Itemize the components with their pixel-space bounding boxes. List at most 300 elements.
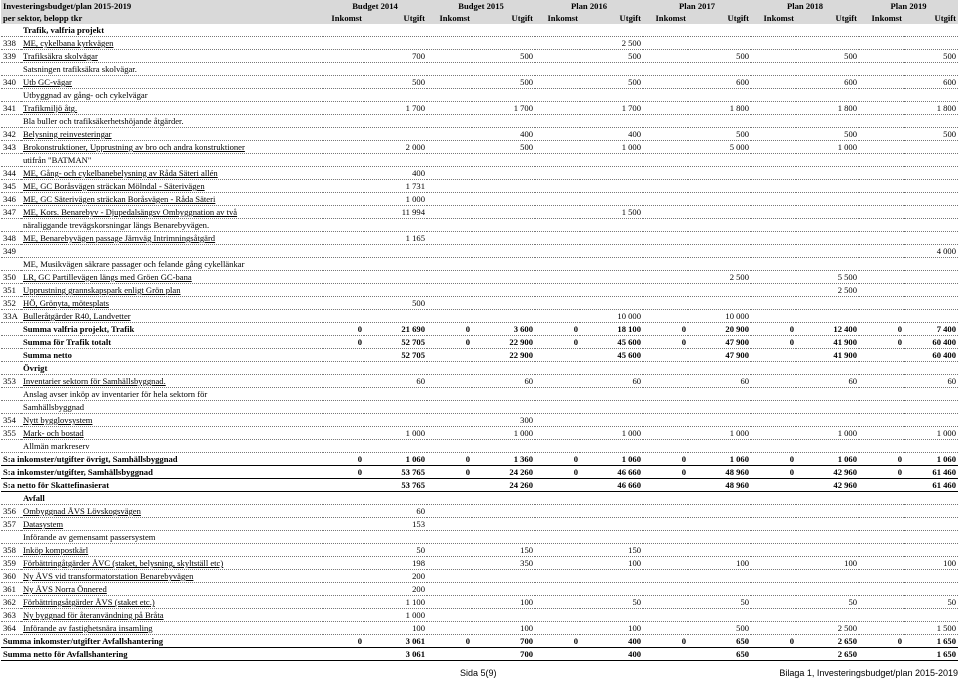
- out-header: Utgift: [472, 12, 535, 24]
- income-cell: [643, 622, 688, 635]
- in-header: Inkomst: [643, 12, 688, 24]
- expense-cell: 1 500: [580, 206, 643, 219]
- income-cell: [643, 310, 688, 323]
- out-header: Utgift: [364, 12, 427, 24]
- expense-cell: [904, 583, 958, 596]
- income-cell: [751, 50, 796, 63]
- income-cell: [427, 648, 472, 661]
- expense-cell: [364, 310, 427, 323]
- table-row: [1, 414, 958, 427]
- expense-cell: [796, 570, 859, 583]
- income-cell: [643, 596, 688, 609]
- expense-cell: 200: [364, 570, 427, 583]
- expense-cell: 1 000: [796, 141, 859, 154]
- expense-cell: 400: [580, 635, 643, 648]
- project-name: Ny byggnad för återanvändning på Bråta: [21, 609, 323, 622]
- expense-cell: [364, 271, 427, 284]
- income-cell: [751, 245, 796, 258]
- income-cell: [427, 284, 472, 297]
- table-row: [1, 37, 958, 50]
- project-name: Bulleråtgärder R40, Landvetter: [21, 310, 323, 323]
- expense-cell: [688, 245, 751, 258]
- income-cell: [859, 310, 904, 323]
- income-cell: [535, 609, 580, 622]
- expense-cell: [688, 583, 751, 596]
- income-cell: [859, 583, 904, 596]
- income-cell: 0: [427, 336, 472, 349]
- project-name: ME, Gång- och cykelbanebelysning av Råda Säteri allén: [21, 167, 323, 180]
- table-row: [1, 583, 958, 596]
- income-cell: [751, 37, 796, 50]
- income-cell: [323, 310, 364, 323]
- income-cell: [859, 648, 904, 661]
- expense-cell: 1 000: [580, 427, 643, 440]
- expense-cell: 1 650: [904, 635, 958, 648]
- expense-cell: 1 060: [796, 453, 859, 466]
- expense-cell: 500: [904, 128, 958, 141]
- expense-cell: [688, 505, 751, 518]
- expense-cell: [904, 609, 958, 622]
- in-header: Inkomst: [751, 12, 796, 24]
- row-spacer: [1, 336, 21, 349]
- expense-cell: [688, 180, 751, 193]
- income-cell: [643, 76, 688, 89]
- expense-cell: 150: [580, 544, 643, 557]
- row-description: Anslag avser inköp av inventarier för hela sektorn för: [21, 388, 958, 401]
- income-cell: [643, 427, 688, 440]
- expense-cell: 1 800: [688, 102, 751, 115]
- expense-cell: [472, 271, 535, 284]
- row-spacer: [1, 492, 21, 505]
- table-row: [1, 206, 958, 219]
- summary-label: Summa netto: [21, 349, 323, 362]
- expense-cell: 400: [472, 128, 535, 141]
- income-cell: [535, 518, 580, 531]
- expense-cell: 500: [364, 76, 427, 89]
- income-cell: [535, 180, 580, 193]
- income-cell: [859, 297, 904, 310]
- sector-label: per sektor, belopp tkr: [1, 12, 323, 24]
- income-cell: [643, 284, 688, 297]
- expense-cell: [472, 37, 535, 50]
- project-number: 355: [1, 427, 21, 440]
- income-cell: [535, 414, 580, 427]
- income-cell: [535, 544, 580, 557]
- income-cell: [323, 37, 364, 50]
- expense-cell: 650: [688, 635, 751, 648]
- expense-cell: 60: [472, 375, 535, 388]
- expense-cell: [796, 310, 859, 323]
- income-cell: [751, 180, 796, 193]
- project-number: 338: [1, 37, 21, 50]
- income-cell: [323, 349, 364, 362]
- income-cell: [323, 180, 364, 193]
- expense-cell: 22 900: [472, 336, 535, 349]
- expense-cell: 41 900: [796, 349, 859, 362]
- expense-cell: [904, 414, 958, 427]
- summary-label: Summa för Trafik totalt: [21, 336, 323, 349]
- expense-cell: [364, 245, 427, 258]
- income-cell: 0: [323, 336, 364, 349]
- expense-cell: [904, 310, 958, 323]
- income-cell: [751, 297, 796, 310]
- income-cell: [751, 375, 796, 388]
- expense-cell: 47 900: [688, 349, 751, 362]
- expense-cell: [688, 37, 751, 50]
- expense-cell: 153: [364, 518, 427, 531]
- income-cell: [643, 570, 688, 583]
- income-cell: [535, 349, 580, 362]
- income-cell: [859, 232, 904, 245]
- income-cell: [751, 479, 796, 492]
- expense-cell: 45 600: [580, 336, 643, 349]
- expense-cell: 1 000: [364, 609, 427, 622]
- income-cell: [323, 518, 364, 531]
- table-row: [1, 622, 958, 635]
- row-description: Satsningen trafiksäkra skolvägar.: [21, 63, 958, 76]
- income-cell: [323, 284, 364, 297]
- expense-cell: 3 061: [364, 648, 427, 661]
- income-cell: [535, 297, 580, 310]
- expense-cell: 46 660: [580, 466, 643, 479]
- income-cell: [751, 622, 796, 635]
- row-description: Allmän markreserv: [21, 440, 958, 453]
- income-cell: [323, 479, 364, 492]
- expense-cell: [472, 297, 535, 310]
- description-row: [1, 154, 958, 167]
- expense-cell: 400: [364, 167, 427, 180]
- table-row: [1, 310, 958, 323]
- summary-row: [1, 635, 958, 648]
- expense-cell: [904, 206, 958, 219]
- expense-cell: [472, 518, 535, 531]
- project-number: 348: [1, 232, 21, 245]
- expense-cell: 7 400: [904, 323, 958, 336]
- table-row: [1, 570, 958, 583]
- table-row: [1, 544, 958, 557]
- summary-row: [1, 479, 958, 492]
- income-cell: [643, 50, 688, 63]
- income-cell: [859, 206, 904, 219]
- income-cell: [859, 596, 904, 609]
- project-number: 345: [1, 180, 21, 193]
- income-cell: [323, 102, 364, 115]
- income-cell: 0: [859, 635, 904, 648]
- row-spacer: [1, 362, 21, 375]
- income-cell: 0: [535, 635, 580, 648]
- expense-cell: 1 800: [904, 102, 958, 115]
- expense-cell: 50: [580, 596, 643, 609]
- income-cell: [323, 609, 364, 622]
- income-cell: [751, 544, 796, 557]
- income-cell: [323, 544, 364, 557]
- income-cell: [859, 557, 904, 570]
- expense-cell: 1 500: [904, 622, 958, 635]
- expense-cell: 100: [580, 557, 643, 570]
- project-number: 359: [1, 557, 21, 570]
- summary-label: S:a inkomster/utgifter övrigt, Samhällsbyggnad: [1, 453, 323, 466]
- expense-cell: 61 460: [904, 479, 958, 492]
- project-number: 351: [1, 284, 21, 297]
- table-row: [1, 284, 958, 297]
- income-cell: [535, 505, 580, 518]
- table-row: [1, 245, 958, 258]
- expense-cell: 2 000: [364, 141, 427, 154]
- expense-cell: 60: [796, 375, 859, 388]
- income-cell: [323, 167, 364, 180]
- income-cell: [859, 76, 904, 89]
- section-title: Trafik, valfria projekt: [21, 24, 958, 37]
- income-cell: [427, 128, 472, 141]
- project-number: 364: [1, 622, 21, 635]
- income-cell: [323, 271, 364, 284]
- income-cell: 0: [427, 635, 472, 648]
- income-cell: [535, 102, 580, 115]
- expense-cell: [472, 206, 535, 219]
- income-cell: [535, 206, 580, 219]
- table-title: Investeringsbudget/plan 2015-2019: [1, 0, 323, 12]
- income-cell: [323, 232, 364, 245]
- income-cell: [751, 505, 796, 518]
- income-cell: [427, 427, 472, 440]
- income-cell: 0: [643, 323, 688, 336]
- expense-cell: 500: [796, 50, 859, 63]
- income-cell: [859, 102, 904, 115]
- expense-cell: 1 000: [796, 427, 859, 440]
- income-cell: [427, 50, 472, 63]
- expense-cell: 3 061: [364, 635, 427, 648]
- expense-cell: 2 650: [796, 635, 859, 648]
- income-cell: [427, 102, 472, 115]
- project-number: 358: [1, 544, 21, 557]
- income-cell: [751, 557, 796, 570]
- income-cell: [323, 648, 364, 661]
- expense-cell: 100: [904, 557, 958, 570]
- row-spacer: [1, 154, 21, 167]
- expense-cell: [796, 245, 859, 258]
- year-header: Plan 2016: [535, 0, 643, 12]
- expense-cell: 2 650: [796, 648, 859, 661]
- income-cell: [859, 622, 904, 635]
- income-cell: [427, 271, 472, 284]
- expense-cell: [472, 570, 535, 583]
- in-header: Inkomst: [535, 12, 580, 24]
- out-header: Utgift: [688, 12, 751, 24]
- income-cell: [427, 609, 472, 622]
- income-cell: [643, 505, 688, 518]
- document-reference: Bilaga 1, Investeringsbudget/plan 2015-2019: [779, 668, 958, 678]
- expense-cell: 1 060: [364, 453, 427, 466]
- out-header: Utgift: [580, 12, 643, 24]
- table-row: [1, 596, 958, 609]
- expense-cell: 60: [580, 375, 643, 388]
- project-number: 357: [1, 518, 21, 531]
- expense-cell: [688, 414, 751, 427]
- row-spacer: [1, 401, 21, 414]
- expense-cell: 1 700: [580, 102, 643, 115]
- project-number: 344: [1, 167, 21, 180]
- expense-cell: [796, 583, 859, 596]
- project-name: Införande av fastighetsnära insamling: [21, 622, 323, 635]
- income-cell: [643, 648, 688, 661]
- expense-cell: 198: [364, 557, 427, 570]
- project-name: Trafikmiljö åtg.: [21, 102, 323, 115]
- income-cell: [427, 310, 472, 323]
- summary-row: [1, 336, 958, 349]
- row-spacer: [1, 115, 21, 128]
- expense-cell: 48 960: [688, 466, 751, 479]
- expense-cell: 100: [580, 622, 643, 635]
- expense-cell: 700: [364, 50, 427, 63]
- income-cell: [535, 193, 580, 206]
- description-row: [1, 531, 958, 544]
- expense-cell: 5 000: [688, 141, 751, 154]
- table-row: [1, 375, 958, 388]
- project-name: Datasystem: [21, 518, 323, 531]
- expense-cell: [796, 206, 859, 219]
- expense-cell: 1 000: [904, 427, 958, 440]
- income-cell: [323, 375, 364, 388]
- project-number: 360: [1, 570, 21, 583]
- income-cell: [643, 102, 688, 115]
- income-cell: [643, 128, 688, 141]
- expense-cell: [472, 167, 535, 180]
- project-name: Ny ÅVS vid transformatorstation Benarebyvägen: [21, 570, 323, 583]
- expense-cell: 41 900: [796, 336, 859, 349]
- expense-cell: 600: [688, 76, 751, 89]
- table-row: [1, 609, 958, 622]
- expense-cell: 50: [904, 596, 958, 609]
- project-number: 349: [1, 245, 21, 258]
- expense-cell: 50: [796, 596, 859, 609]
- expense-cell: 60 400: [904, 336, 958, 349]
- project-name: HÖ, Grönyta, mötesplats: [21, 297, 323, 310]
- expense-cell: 11 994: [364, 206, 427, 219]
- expense-cell: 1 000: [688, 427, 751, 440]
- income-cell: 0: [643, 635, 688, 648]
- project-name: ME, GC Säterivägen sträckan Boråsvägen - Råda Säteri: [21, 193, 323, 206]
- summary-label: S:a inkomster/utgifter, Samhällsbyggnad: [1, 466, 323, 479]
- project-number: 362: [1, 596, 21, 609]
- expense-cell: 24 260: [472, 466, 535, 479]
- income-cell: 0: [643, 453, 688, 466]
- table-row: [1, 180, 958, 193]
- project-number: 342: [1, 128, 21, 141]
- expense-cell: 61 460: [904, 466, 958, 479]
- expense-cell: [364, 414, 427, 427]
- row-spacer: [1, 440, 21, 453]
- income-cell: [751, 193, 796, 206]
- expense-cell: [472, 505, 535, 518]
- project-name: Nytt bygglovsystem: [21, 414, 323, 427]
- expense-cell: 600: [904, 76, 958, 89]
- income-cell: 0: [751, 336, 796, 349]
- year-header: Budget 2015: [427, 0, 535, 12]
- row-spacer: [1, 258, 21, 271]
- income-cell: [535, 375, 580, 388]
- expense-cell: 60: [688, 375, 751, 388]
- income-cell: [859, 167, 904, 180]
- project-number: 353: [1, 375, 21, 388]
- income-cell: 0: [859, 453, 904, 466]
- section-title: Övrigt: [21, 362, 958, 375]
- income-cell: [859, 427, 904, 440]
- income-cell: 0: [323, 466, 364, 479]
- description-row: [1, 219, 958, 232]
- income-cell: [751, 648, 796, 661]
- income-cell: [643, 193, 688, 206]
- summary-label: Summa netto för Avfallshantering: [1, 648, 323, 661]
- expense-cell: 700: [472, 648, 535, 661]
- expense-cell: [688, 167, 751, 180]
- income-cell: [535, 310, 580, 323]
- income-cell: [751, 427, 796, 440]
- project-name: ME, Kors. Benarebyv - Djupedalsängsv Ombyggnation av två: [21, 206, 323, 219]
- project-number: 33A: [1, 310, 21, 323]
- income-cell: 0: [323, 453, 364, 466]
- project-name: ME, GC Boråsvägen sträckan Mölndal - Säterivägen: [21, 180, 323, 193]
- expense-cell: 1 700: [364, 102, 427, 115]
- summary-row: [1, 466, 958, 479]
- expense-cell: [580, 245, 643, 258]
- income-cell: [535, 648, 580, 661]
- expense-cell: [580, 570, 643, 583]
- year-header: Plan 2019: [859, 0, 958, 12]
- income-cell: [859, 375, 904, 388]
- budget-table: [1, 0, 958, 661]
- income-cell: [643, 37, 688, 50]
- expense-cell: [796, 544, 859, 557]
- year-header: Budget 2014: [323, 0, 427, 12]
- row-description: Samhällsbyggnad: [21, 401, 958, 414]
- expense-cell: 2 500: [580, 37, 643, 50]
- income-cell: [323, 50, 364, 63]
- project-name: ME, Benarebyvägen passage Järnväg Intrimningsåtgärd: [21, 232, 323, 245]
- income-cell: [535, 167, 580, 180]
- income-cell: [751, 518, 796, 531]
- project-number: 363: [1, 609, 21, 622]
- expense-cell: 60 400: [904, 349, 958, 362]
- income-cell: [535, 583, 580, 596]
- out-header: Utgift: [796, 12, 859, 24]
- expense-cell: 47 900: [688, 336, 751, 349]
- expense-cell: 4 000: [904, 245, 958, 258]
- expense-cell: 400: [580, 128, 643, 141]
- income-cell: [535, 271, 580, 284]
- income-cell: [535, 37, 580, 50]
- income-cell: [643, 297, 688, 310]
- income-cell: [535, 479, 580, 492]
- expense-cell: [688, 544, 751, 557]
- expense-cell: 20 900: [688, 323, 751, 336]
- table-row: [1, 232, 958, 245]
- project-name: Inventarier sektorn för Samhällsbyggnad.: [21, 375, 323, 388]
- income-cell: [323, 76, 364, 89]
- row-spacer: [1, 63, 21, 76]
- expense-cell: 1 000: [472, 427, 535, 440]
- income-cell: [643, 479, 688, 492]
- income-cell: [859, 518, 904, 531]
- income-cell: [535, 50, 580, 63]
- expense-cell: 2 500: [796, 622, 859, 635]
- income-cell: [751, 206, 796, 219]
- income-cell: [859, 505, 904, 518]
- expense-cell: [904, 570, 958, 583]
- section-header-row: [1, 362, 958, 375]
- expense-cell: 45 600: [580, 349, 643, 362]
- income-cell: [427, 349, 472, 362]
- expense-cell: [904, 297, 958, 310]
